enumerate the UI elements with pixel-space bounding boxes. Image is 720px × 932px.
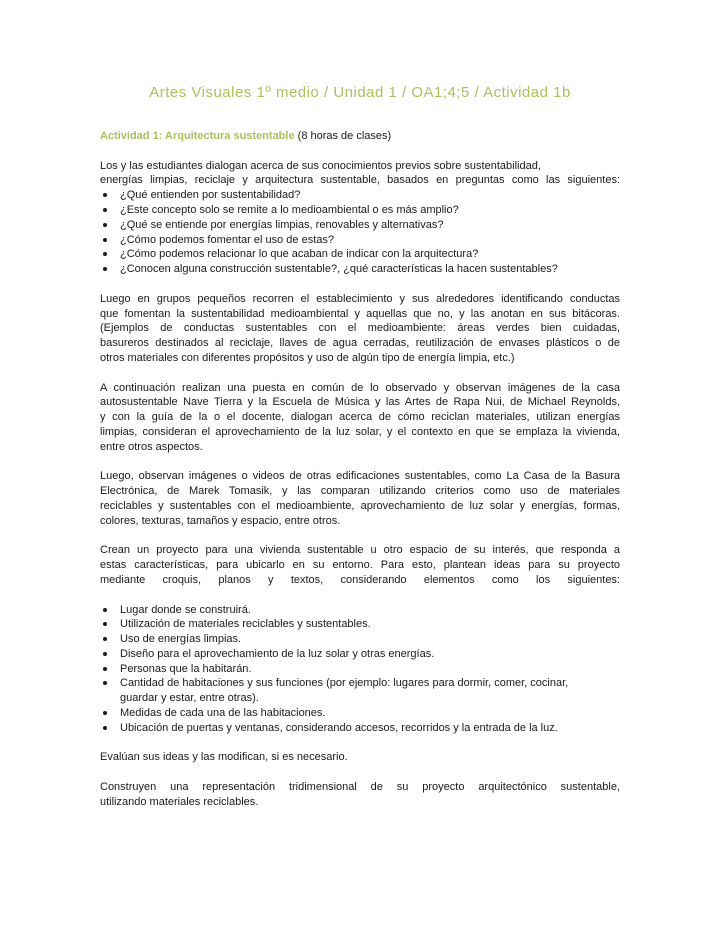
list-item: ¿Conocen alguna construcción sustentable?, ¿qué características la hacen sustentables?	[100, 262, 620, 277]
questions-list	[100, 188, 620, 277]
paragraph-line: (Ejemplos de conductas sustentables con el medioambiente: áreas verdes bien cuidadas,	[100, 322, 620, 335]
paragraph-line: basureros destinados al reciclaje, llaves de agua cerradas, reutilización de envases plásticos o de	[100, 337, 620, 350]
paragraph-group-walk	[100, 292, 620, 366]
paragraph-line: Luego en grupos pequeños recorren el establecimiento y sus alrededores identificando conductas	[100, 292, 620, 305]
list-item: Uso de energías limpias.	[100, 632, 620, 647]
evaluation-paragraph: Evalúan sus ideas y las modifican, si es necesario.	[100, 751, 348, 764]
list-item: Ubicación de puertas y ventanas, considerando accesos, recorridos y la entrada de la luz.	[100, 721, 620, 736]
paragraph-line: limpias, consideran el aprovechamiento de la luz solar, y el contexto en que se emplaza la vivienda,	[100, 425, 620, 438]
paragraph-line: mediante croquis, planos y textos, considerando elementos como los siguientes:	[100, 573, 620, 586]
list-item: Lugar donde se construirá.	[100, 603, 620, 618]
paragraph-line: Crean un proyecto para una vivienda sustentable u otro espacio de su interés, que responda a	[100, 544, 620, 557]
intro-line: energías limpias, reciclaje y arquitectura sustentable, basados en preguntas como las siguientes:	[100, 174, 620, 187]
list-item: ¿Qué se entiende por energías limpias, renovables y alternativas?	[100, 218, 620, 233]
list-item: Utilización de materiales reciclables y sustentables.	[100, 617, 620, 632]
construction-paragraph	[100, 780, 620, 810]
list-item: ¿Este concepto solo se remite a lo medioambiental o es más amplio?	[100, 203, 620, 218]
paragraph-project	[100, 543, 620, 587]
bullet-icon	[103, 223, 107, 227]
paragraph-line: Construyen una representación tridimensional de su proyecto arquitectónico sustentable,	[100, 781, 620, 794]
paragraph-line: A continuación realizan una puesta en común de lo observado y observan imágenes de la casa	[100, 381, 620, 394]
bullet-icon	[103, 667, 107, 671]
paragraph-comparison	[100, 469, 620, 528]
list-item: ¿Cómo podemos fomentar el uso de estas?	[100, 233, 620, 248]
paragraph-line: que fomentan la sustentabilidad medioambiental y aquellas que no, y las anotan en sus bitácoras.	[100, 307, 620, 320]
page-title: Artes Visuales 1º medio / Unidad 1 / OA1;4;5 / Actividad 1b	[149, 84, 571, 101]
paragraph-line: Electrónica, de Marek Tomasik, y las comparan utilizando criterios como uso de materiales	[100, 485, 620, 498]
list-item: Diseño para el aprovechamiento de la luz solar y otras energías.	[100, 647, 620, 662]
paragraph-line: autosustentable Nave Tierra y la Escuela de Música y las Artes de Rapa Nui, de Michael Reynolds,	[100, 396, 620, 409]
elements-list	[100, 603, 620, 736]
paragraph-nave-tierra	[100, 381, 620, 455]
bullet-icon	[103, 608, 107, 612]
bullet-icon	[103, 267, 107, 271]
list-item-continuation: guardar y estar, entre otras).	[120, 692, 259, 705]
document-body	[100, 129, 620, 810]
bullet-icon	[103, 652, 107, 656]
paragraph-line: colores, texturas, tamaños y espacio, entre otros.	[100, 514, 341, 527]
bullet-icon	[103, 637, 107, 641]
paragraph-line: entre otros aspectos.	[100, 440, 203, 453]
activity-duration: (8 horas de clases)	[294, 130, 392, 142]
bullet-icon	[103, 681, 107, 685]
bullet-icon	[103, 208, 107, 212]
bullet-icon	[103, 238, 107, 242]
bullet-icon	[103, 193, 107, 197]
list-item: ¿Cómo podemos relacionar lo que acaban de indicar con la arquitectura?	[100, 247, 620, 262]
list-item: Personas que la habitarán.	[100, 662, 620, 677]
paragraph-line: utilizando materiales reciclables.	[100, 795, 259, 808]
paragraph-line: reciclables y sustentables con el medioambiente, aprovechamiento de luz solar y energías, formas,	[100, 499, 620, 512]
paragraph-line: y con la guía de la o el docente, dialogan acerca de cómo reciclan materiales, utilizan energías	[100, 411, 620, 424]
bullet-icon	[103, 622, 107, 626]
intro-line: Los y las estudiantes dialogan acerca de sus conocimientos previos sobre sustentabilidad,	[100, 159, 541, 172]
list-item: ¿Qué entienden por sustentabilidad?	[100, 188, 620, 203]
bullet-icon	[103, 252, 107, 256]
list-item: Medidas de cada una de las habitaciones.	[100, 706, 620, 721]
activity-title: Actividad 1: Arquitectura sustentable	[100, 130, 295, 142]
paragraph-line: estas características, para ubicarlo en su entorno. Para esto, plantean ideas para su proyecto	[100, 559, 620, 572]
bullet-icon	[103, 726, 107, 730]
bullet-icon	[103, 711, 107, 715]
paragraph-line: otros materiales con diferentes propósitos y uso de algún tipo de energía limpia, etc.)	[100, 351, 515, 364]
list-item: Cantidad de habitaciones y sus funciones (por ejemplo: lugares para dormir, comer, cocinar,	[100, 676, 620, 691]
activity-heading	[100, 129, 620, 144]
paragraph-line: Luego, observan imágenes o videos de otras edificaciones sustentables, como La Casa de la Basura	[100, 470, 620, 483]
